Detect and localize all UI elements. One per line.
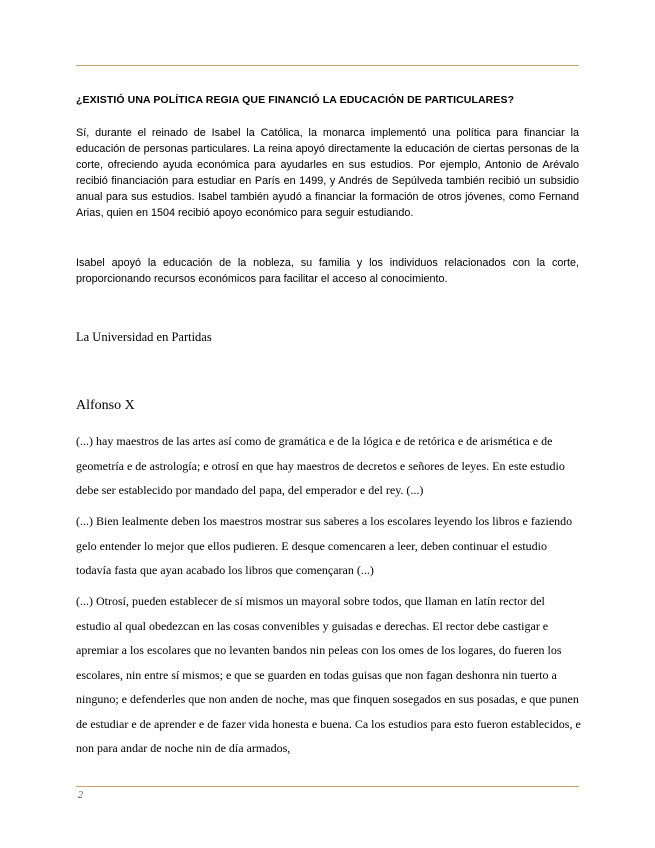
quote-paragraph: (...) Otrosí, pueden establecer de sí mismos un mayoral sobre todos, que llaman en latín rector del estudio al qual obedezcan en las cosas convenibles y guisadas e derechas. El rector debe castigar e apremiar a los escolares que no levanten bandos nin peleas con los omes de los logares, do fueren los escolares, nin entre sí mismos; e que se guarden en todas guisas que non fagan deshonra nin tuerto a ninguno; e defenderles que non anden de noche, mas que finquen sosegados en sus posadas, e que punen de estudiar e de aprender e de fazer vida honesta e buena. Ca los estudios para esto fueron establecidos, e non para andar de noche nin de día armados,	[76, 594, 581, 755]
subsection-title: La Universidad en Partidas	[76, 330, 212, 344]
quote-paragraph: (...) hay maestros de las artes así como de gramática e de la lógica e de retórica e de arismética e de geometría e de astrología; e otrosí en que hay maestros de decretos e señores de leyes. En este estudio debe ser establecido por mandado del papa, del emperador e del rey. (...)	[76, 434, 565, 497]
paragraph: Isabel apoyó la educación de la nobleza, su familia y los individuos relacionados con la corte, proporcionando recursos económicos para facilitar el acceso al conocimiento.	[76, 257, 579, 285]
page-number: 2	[78, 790, 83, 801]
header-rule	[76, 65, 579, 66]
quote-paragraph: (...) Bien lealmente deben los maestros mostrar sus saberes a los escolares leyendo los libros e faziendo gelo entender lo mejor que ellos pudieren. E desque comencaren a leer, deben continuar el estudio todavía fasta que ayan acabado los libros que començaran (...)	[76, 514, 573, 577]
author-name: Alfonso X	[76, 398, 135, 413]
footer-rule	[76, 786, 579, 787]
section-heading: ¿EXISTIÓ UNA POLÍTICA REGIA QUE FINANCIÓ LA EDUCACIÓN DE PARTICULARES?	[76, 94, 515, 106]
paragraph: Sí, durante el reinado de Isabel la Católica, la monarca implementó una política para financiar la educación de personas particulares. La reina apoyó directamente la educación de ciertas personas de la corte, ofreciendo ayuda económica para ayudarles en sus estudios. Por ejemplo, Antonio de Arévalo recibió financiación para estudiar en París en 1499, y Andrés de Sepúlveda también recibió un subsidio anual para sus estudios. Isabel también ayudó a financiar la formación de otros jóvenes, como Fernand Arias, quien en 1504 recibió apoyo económico para seguir estudiando.	[76, 127, 579, 219]
